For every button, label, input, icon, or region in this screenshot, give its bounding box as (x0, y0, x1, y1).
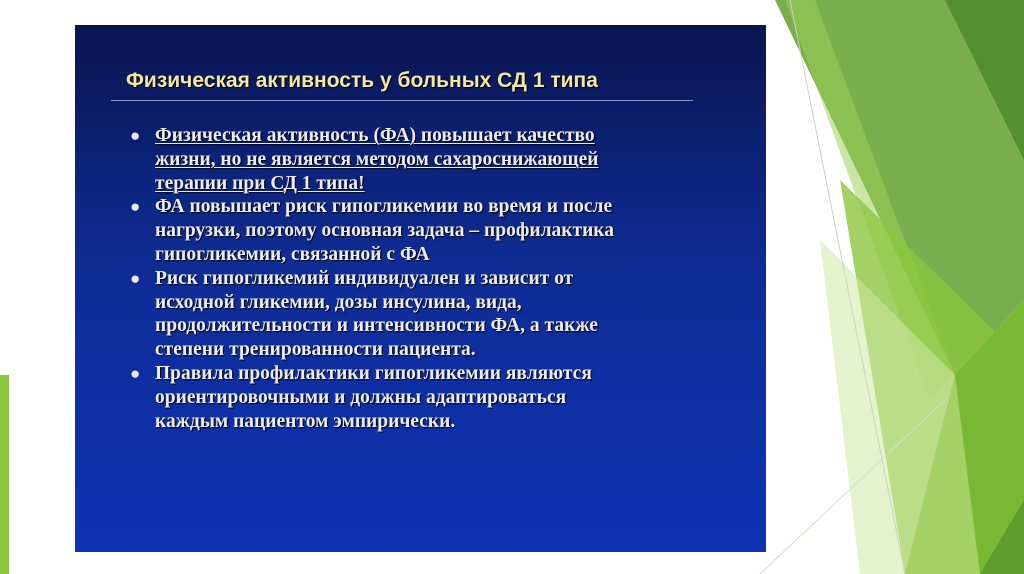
bullet-text-line: степени тренированности пациента. (155, 339, 476, 361)
bullet-item (130, 362, 756, 433)
bullet-text-line: ФА повышает риск гипогликемии во время и после (155, 196, 613, 218)
bullet-text-line: продолжительности и интенсивности ФА, а также (155, 315, 598, 337)
left-green-strip (0, 375, 9, 574)
title-divider (111, 100, 693, 101)
bullet-text-line: Риск гипогликемий индивидуален и зависит от (155, 267, 574, 289)
bullet-text-line: Физическая активность (ФА) повышает качество (155, 125, 595, 146)
bullet-text-line: исходной гликемии, дозы инсулина, вида, (155, 291, 522, 313)
bullet-text-line: жизни, но не является методом сахароснижающей (155, 148, 599, 170)
bullet-text-line: гипогликемии, связанной с ФА (155, 243, 430, 265)
bullet-item (130, 195, 756, 266)
bullet-text-line: терапии при СД 1 типа! (155, 172, 365, 194)
bullet-item (130, 267, 756, 362)
bullet-text-line: нагрузки, поэтому основная задача – профилактика (155, 220, 614, 242)
bullet-dot-icon: ● (130, 268, 141, 288)
slide-image (75, 25, 766, 552)
bullet-dot-icon: ● (130, 126, 141, 145)
bullet-item (130, 124, 756, 195)
slide-title: Физическая активность у больных СД 1 типа (126, 69, 598, 92)
bullet-list (130, 124, 756, 433)
bullet-text-line: Правила профилактики гипогликемии являются (155, 362, 592, 384)
bullet-dot-icon: ● (130, 197, 141, 217)
bullet-text-line: каждым пациентом эмпирически. (155, 410, 456, 432)
bullet-dot-icon: ● (130, 363, 141, 383)
bullet-text-line: ориентировочными и должны адаптироваться (155, 386, 567, 408)
